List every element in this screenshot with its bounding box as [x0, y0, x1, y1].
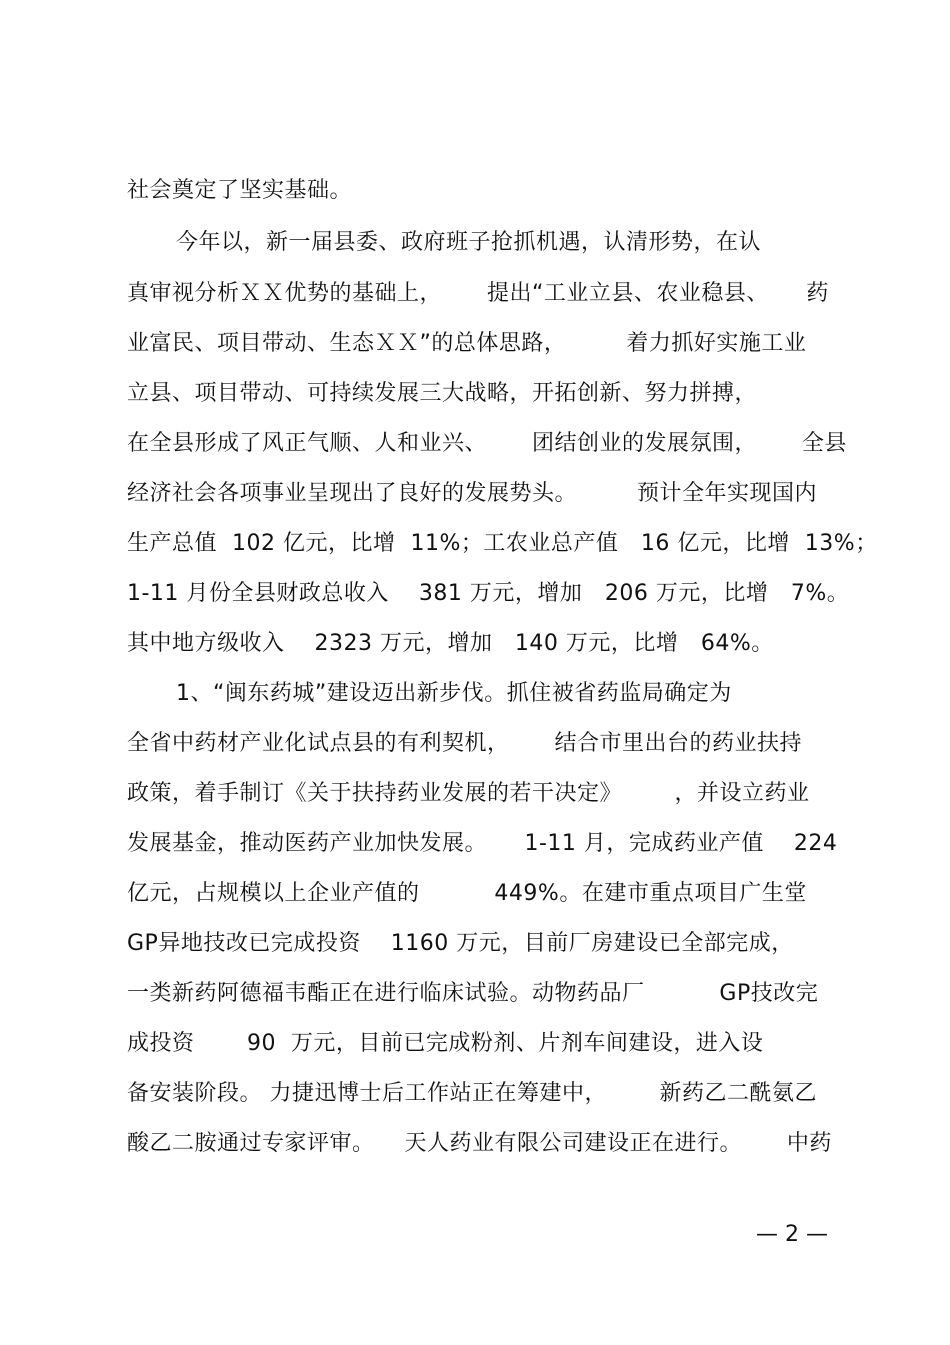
paragraph-line: 立县、项目带动、可持续发展三大战略，开拓创新、努力拼搏， — [127, 381, 758, 406]
paragraph-line: 社会奠定了坚实基础。 — [127, 178, 353, 203]
paragraph-line: 备安装阶段。 力捷迅博士后工作站正在筹建中， 新药乙二酰氨乙 — [127, 1081, 817, 1106]
paragraph-line: 政策，着手制订《关于扶持药业发展的若干决定》 ，并设立药业 — [127, 781, 810, 806]
paragraph-line: 今年以，新一届县委、政府班子抢抓机遇，认清形势，在认 — [176, 230, 762, 255]
paragraph-line: 真审视分析ＸＸ优势的基础上， 提出“工业立县、农业稳县、 药 — [127, 281, 829, 306]
paragraph-line: 全省中药材产业化试点县的有利契机， 结合市里出台的药业扶持 — [127, 731, 802, 756]
paragraph-line: 亿元，占规模以上企业产值的 449%。在建市重点项目广生堂 — [127, 881, 807, 906]
paragraph-line: 经济社会各项事业呈现出了良好的发展势头。 预计全年实现国内 — [127, 481, 817, 506]
paragraph-line: GP异地技改已完成投资 1160 万元，目前厂房建设已全部完成， — [127, 931, 794, 956]
paragraph-line: 业富民、项目带动、生态ＸＸ”的总体思路， 着力抓好实施工业 — [127, 331, 807, 356]
paragraph-line: 其中地方级收入 2323 万元，增加 140 万元，比增 64%。 — [127, 631, 774, 656]
paragraph-line: 酸乙二胺通过专家评审。 天人药业有限公司建设正在进行。 中药 — [127, 1131, 832, 1156]
page-number: — 2 — — [756, 1222, 828, 1247]
paragraph-line: 发展基金，推动医药产业加快发展。 1-11 月，完成药业产值 224 — [127, 831, 838, 856]
paragraph-line: 1、“闽东药城”建设迈出新步伐。抓住被省药监局确定为 — [176, 681, 732, 706]
paragraph-line: 一类新药阿德福韦酯正在进行临床试验。动物药品厂 GP技改完 — [127, 981, 819, 1006]
paragraph-line: 成投资 90 万元，目前已完成粉剂、片剂车间建设，进入设 — [127, 1031, 764, 1056]
paragraph-line: 1-11 月份全县财政总收入 381 万元，增加 206 万元，比增 7%。 — [127, 581, 850, 606]
paragraph-line: 在全县形成了风正气顺、人和业兴、 团结创业的发展氛围， 全县 — [127, 431, 847, 456]
paragraph-line: 生产总值 102 亿元，比增 11%；工农业总产值 16 亿元，比增 13%； — [127, 531, 878, 556]
